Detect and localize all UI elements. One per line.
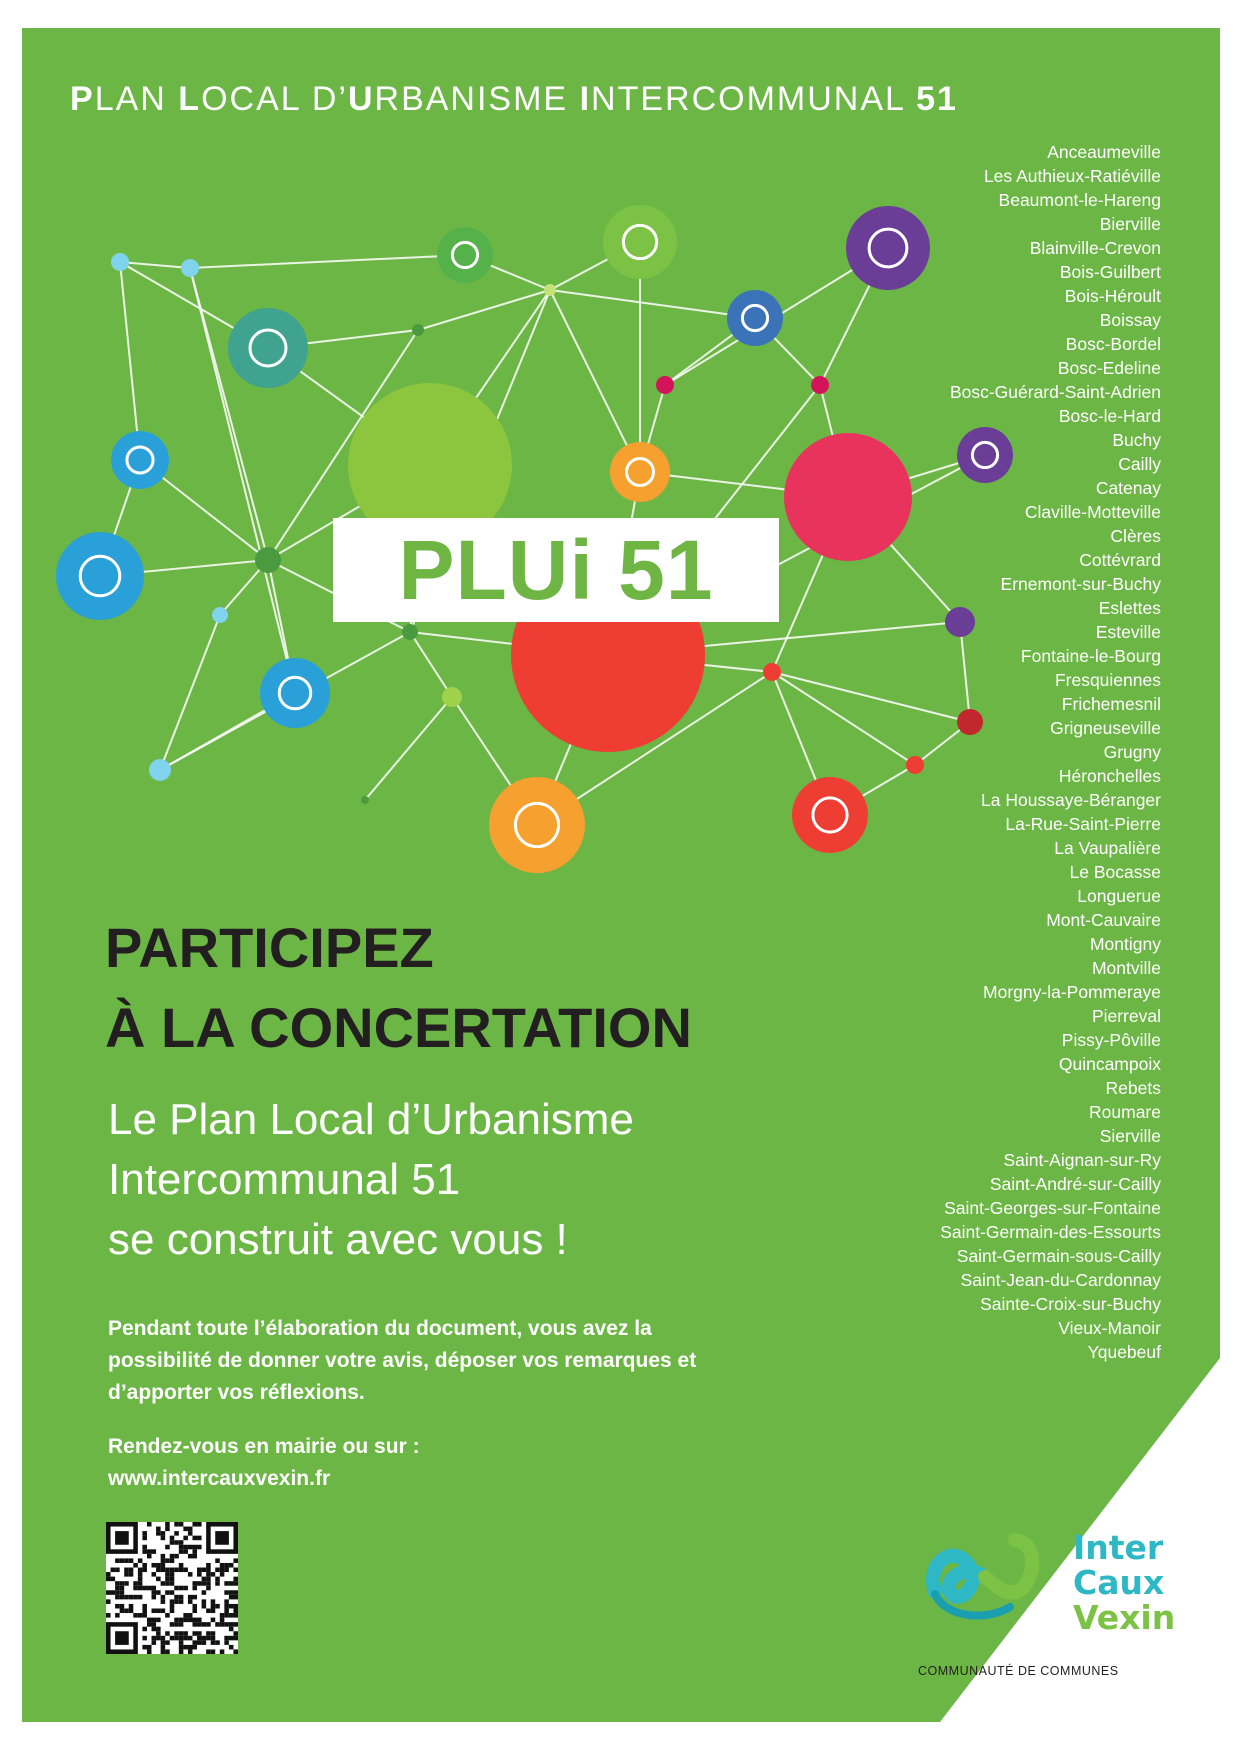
commune-item: Les Authieux-Ratiéville	[983, 166, 1161, 186]
network-icon-node	[228, 308, 308, 388]
logo-word: Caux	[1073, 1563, 1165, 1602]
commune-item: Claville-Motteville	[1024, 502, 1161, 522]
commune-item: Vieux-Manoir	[1058, 1318, 1161, 1338]
subheadline-line: Le Plan Local d’Urbanisme	[108, 1095, 634, 1144]
network-node	[763, 663, 781, 681]
network-node	[811, 376, 829, 394]
commune-item: Bierville	[1099, 214, 1161, 234]
commune-item: Pissy-Pôville	[1061, 1030, 1161, 1050]
commune-item: Grugny	[1103, 742, 1161, 762]
network-icon-node	[784, 433, 912, 561]
logo-caption: COMMUNAUTÉ DE COMMUNES	[918, 1664, 1119, 1678]
network-node	[255, 547, 281, 573]
commune-item: La Houssaye-Béranger	[981, 790, 1161, 810]
network-node	[149, 759, 171, 781]
commune-item: Clères	[1110, 526, 1161, 546]
commune-item: Bosc-Edeline	[1057, 358, 1161, 378]
logo-word: Vexin	[1073, 1598, 1176, 1637]
subheadline-line: se construit avec vous !	[108, 1215, 568, 1264]
commune-item: Roumare	[1089, 1102, 1161, 1122]
network-node	[906, 756, 924, 774]
commune-item: Eslettes	[1098, 598, 1161, 618]
header-title: PLAN LOCAL D’URBANISME INTERCOMMUNAL 51	[70, 80, 958, 118]
commune-item: Boissay	[1099, 310, 1161, 330]
network-icon-node	[727, 290, 783, 346]
description-paragraph	[108, 1313, 828, 1409]
commune-item: Longuerue	[1077, 886, 1161, 906]
network-node	[111, 253, 129, 271]
cta-text: Rendez-vous en mairie ou sur :	[108, 1435, 420, 1458]
network-node	[212, 607, 228, 623]
commune-item: Saint-Germain-sous-Cailly	[956, 1246, 1161, 1266]
network-icon-node	[437, 227, 493, 283]
subheadline	[108, 1090, 634, 1270]
network-icon-node	[846, 206, 930, 290]
commune-item: Pierreval	[1091, 1006, 1161, 1026]
commune-item: Fontaine-le-Bourg	[1020, 646, 1161, 666]
commune-item: Catenay	[1095, 478, 1161, 498]
commune-item: Blainville-Crevon	[1029, 238, 1161, 258]
commune-item: Yquebeuf	[1087, 1342, 1161, 1362]
headline-line: À LA CONCERTATION	[105, 996, 692, 1059]
commune-item: Bois-Héroult	[1064, 286, 1161, 306]
network-node	[412, 324, 424, 336]
commune-item: Ernemont-sur-Buchy	[1000, 574, 1161, 594]
qr-code[interactable]	[106, 1522, 238, 1654]
commune-item: Bosc-Guérard-Saint-Adrien	[949, 382, 1161, 402]
commune-item: Sierville	[1099, 1126, 1161, 1146]
network-icon-node	[260, 658, 330, 728]
network-icon-node	[56, 532, 144, 620]
commune-item: Fresquiennes	[1054, 670, 1161, 690]
commune-item: Montville	[1091, 958, 1161, 978]
commune-item: Rebets	[1105, 1078, 1161, 1098]
subheadline-line: Intercommunal 51	[108, 1155, 461, 1204]
commune-item: Saint-Jean-du-Cardonnay	[960, 1270, 1161, 1290]
commune-item: Beaumont-le-Hareng	[998, 190, 1161, 210]
network-icon-node	[603, 205, 677, 279]
network-icon-node	[111, 431, 169, 489]
commune-item: Héronchelles	[1058, 766, 1161, 786]
commune-item: Bois-Guilbert	[1059, 262, 1161, 282]
network-icon-node	[792, 777, 868, 853]
communes-list	[940, 140, 1161, 1364]
network-node	[181, 259, 199, 277]
logo-word: Inter	[1073, 1528, 1164, 1567]
network-node	[361, 796, 369, 804]
commune-item: Saint-André-sur-Cailly	[989, 1174, 1161, 1194]
network-node	[442, 687, 462, 707]
website-link[interactable]: www.intercauxvexin.fr	[108, 1467, 331, 1490]
logo-wordmark	[1073, 1530, 1175, 1635]
commune-item: Saint-Aignan-sur-Ry	[1003, 1150, 1161, 1170]
commune-item: La-Rue-Saint-Pierre	[1005, 814, 1161, 834]
commune-item: Bosc-le-Hard	[1058, 406, 1161, 426]
paragraph-line: Pendant toute l’élaboration du document, vous avez la	[108, 1317, 652, 1340]
network-icon-node	[610, 442, 670, 502]
commune-item: Buchy	[1112, 430, 1161, 450]
network-icon-node	[489, 777, 585, 873]
commune-item: Frichemesnil	[1061, 694, 1161, 714]
network-node	[656, 376, 674, 394]
network-node	[402, 624, 418, 640]
plui-title: PLUi 51	[398, 522, 714, 617]
commune-item: Sainte-Croix-sur-Buchy	[980, 1294, 1161, 1314]
intercauxvexin-logo-swoosh	[915, 1522, 1055, 1632]
commune-item: Saint-Georges-sur-Fontaine	[944, 1198, 1161, 1218]
headline-line: PARTICIPEZ	[105, 916, 434, 979]
commune-item: Montigny	[1089, 934, 1161, 954]
commune-item: La Vaupalière	[1054, 838, 1161, 858]
commune-item: Quincampoix	[1058, 1054, 1161, 1074]
commune-item: Esteville	[1095, 622, 1161, 642]
commune-item: Le Bocasse	[1069, 862, 1161, 882]
commune-item: Anceaumeville	[1047, 142, 1161, 162]
network-node	[544, 284, 556, 296]
commune-item: Grigneuseville	[1050, 718, 1161, 738]
commune-item: Cottévrard	[1079, 550, 1161, 570]
commune-item: Mont-Cauvaire	[1046, 910, 1161, 930]
plui-title-box	[333, 518, 779, 622]
paragraph-line: possibilité de donner votre avis, déposer vos remarques et	[108, 1349, 697, 1372]
commune-item: Bosc-Bordel	[1065, 334, 1161, 354]
commune-item: Morgny-la-Pommeraye	[983, 982, 1161, 1002]
commune-item: Saint-Germain-des-Essourts	[940, 1222, 1161, 1242]
commune-item: Cailly	[1118, 454, 1161, 474]
call-to-action	[108, 1431, 420, 1495]
headline	[105, 908, 692, 1068]
paragraph-line: d’apporter vos réflexions.	[108, 1381, 365, 1404]
